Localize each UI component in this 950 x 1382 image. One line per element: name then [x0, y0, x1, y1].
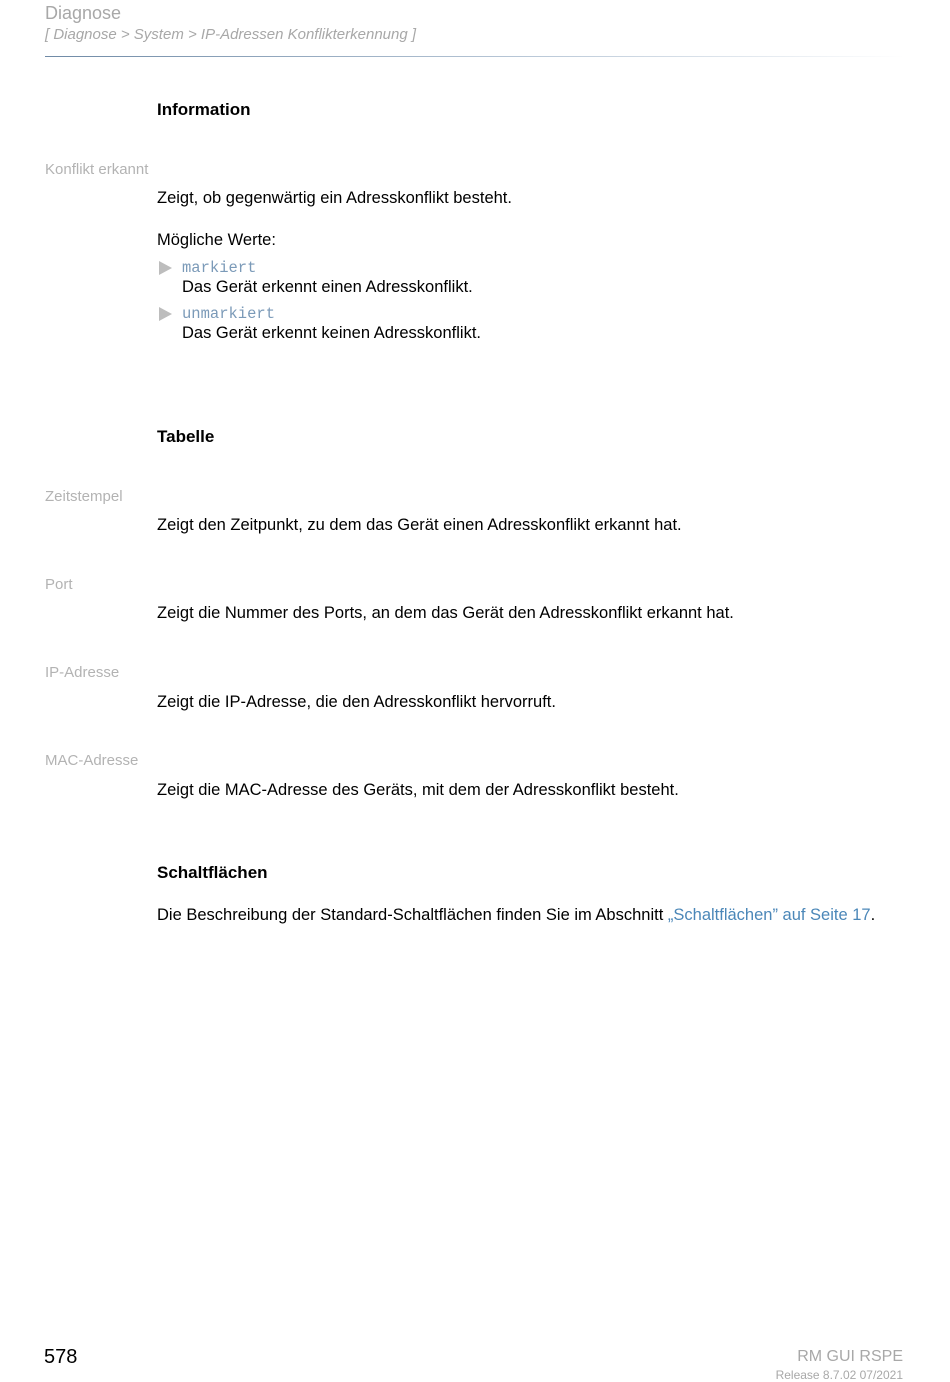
field-description-timestamp: Zeigt den Zeitpunkt, zu dem das Gerät einen Adresskonflikt erkannt hat. [157, 516, 682, 534]
field-description-mac-address: Zeigt die MAC-Adresse des Geräts, mit dem der Adresskonflikt besteht. [157, 781, 679, 799]
field-label-conflict-detected: Konflikt erkannt [45, 161, 149, 178]
footer-product-name: RM GUI RSPE [797, 1348, 903, 1365]
header-divider [45, 56, 905, 57]
possible-values-label: Mögliche Werte: [157, 231, 276, 249]
page-reference-link[interactable]: „Schaltflächen” auf Seite 17 [667, 906, 871, 924]
field-description-ip-address: Zeigt die IP-Adresse, die den Adresskonflikt hervorruft. [157, 693, 556, 711]
section-heading-information: Information [157, 100, 251, 119]
field-label-mac-address: MAC-Adresse [45, 752, 139, 769]
buttons-description [157, 906, 875, 925]
running-header-title: Diagnose [45, 3, 122, 23]
bullet-triangle-icon [159, 261, 172, 275]
buttons-description-text: Die Beschreibung der Standard-Schaltflächen finden Sie im Abschnitt [157, 906, 668, 924]
option-description-unmarkiert: Das Gerät erkennt keinen Adresskonflikt. [182, 324, 481, 342]
buttons-description-end: . [870, 906, 876, 924]
field-description-port: Zeigt die Nummer des Ports, an dem das Gerät den Adresskonflikt erkannt hat. [157, 604, 734, 622]
section-heading-buttons: Schaltflächen [157, 863, 268, 882]
footer-release-info: Release 8.7.02 07/2021 [775, 1368, 903, 1382]
breadcrumb: [ Diagnose > System > IP-Adressen Konflikterkennung ] [45, 26, 417, 43]
field-label-port: Port [45, 576, 73, 593]
bullet-triangle-icon [159, 307, 172, 321]
page-number: 578 [44, 1346, 78, 1368]
field-label-ip-address: IP-Adresse [45, 664, 120, 681]
field-description-conflict-detected: Zeigt, ob gegenwärtig ein Adresskonflikt besteht. [157, 189, 512, 207]
option-value-unmarkiert: unmarkiert [182, 305, 276, 323]
option-value-markiert: markiert [182, 259, 257, 277]
option-description-markiert: Das Gerät erkennt einen Adresskonflikt. [182, 278, 473, 296]
field-label-timestamp: Zeitstempel [45, 488, 123, 505]
section-heading-table: Tabelle [157, 427, 215, 446]
